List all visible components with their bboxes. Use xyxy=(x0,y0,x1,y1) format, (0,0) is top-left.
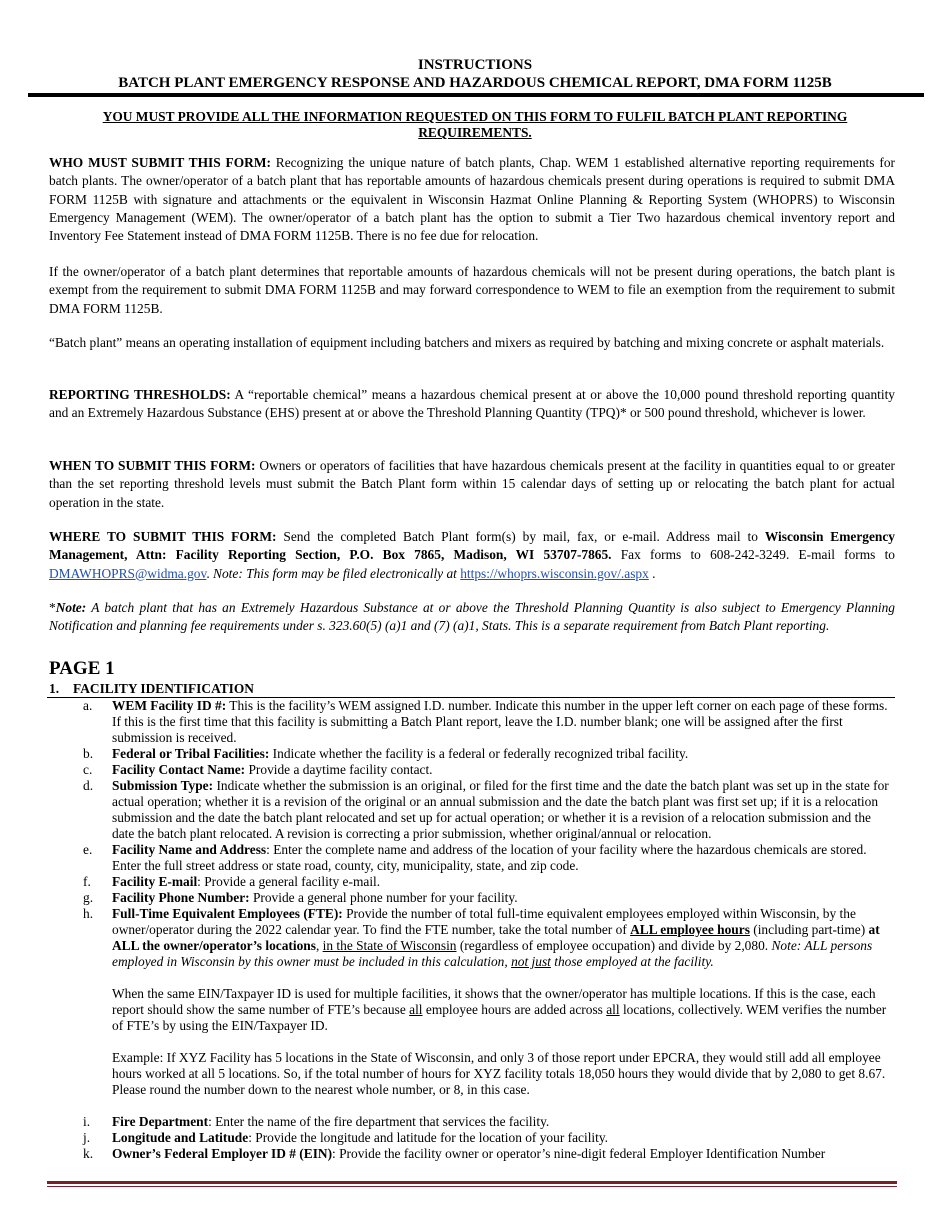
list-item xyxy=(49,842,895,874)
where-label: WHERE TO SUBMIT THIS FORM: xyxy=(49,529,277,544)
list-item xyxy=(49,762,895,778)
item-letter: f. xyxy=(83,874,91,889)
tpq-note-paragraph xyxy=(49,599,895,636)
list-item xyxy=(49,778,895,842)
item-letter: g. xyxy=(83,890,94,905)
item-letter: d. xyxy=(83,778,94,793)
item-text: Indicate whether the facility is a federal or federally recognized tribal facility. xyxy=(269,746,689,761)
item-text: : Provide the facility owner or operator’s nine-digit federal Employer Identification Number xyxy=(332,1146,826,1161)
email-link[interactable]: DMAWHOPRS@widma.gov xyxy=(49,565,207,581)
item-text: Provide a general phone number for your facility. xyxy=(249,890,518,905)
when-label: WHEN TO SUBMIT THIS FORM: xyxy=(49,458,256,473)
item-text: This is the facility’s WEM assigned I.D. number. Indicate this number in the upper left corner on each page of these forms. If this is the first time that this facility is submitting a Batch Plant report, leave the I.D. number blank; one will be assigned after the first submission is received. xyxy=(112,698,888,745)
batch-plant-definition: “Batch plant” means an operating installation of equipment including batchers and mixers as required by batching and mixing concrete or asphalt materials. xyxy=(49,335,885,350)
page-heading: PAGE 1 xyxy=(49,658,115,679)
item-letter: k. xyxy=(83,1146,94,1161)
fte-all-locations: at ALL the owner/operator’s locations xyxy=(112,922,880,953)
exemption-paragraph: If the owner/operator of a batch plant determines that reportable amounts of hazardous chemicals will not be present during operations, the batch plant is exempt from the requirement to submit DMA FORM 1125B and may forward correspondence to WEM to file an exemption from the requirement to submit DMA FORM 1125B. xyxy=(49,264,895,316)
item-label: Facility Phone Number: xyxy=(112,890,250,905)
fte-ein-paragraph xyxy=(49,986,895,1034)
list-item xyxy=(49,1130,895,1146)
fte-text-1: Provide the number of total full-time equivalent employees employed within Wisconsin, by the owner/operator during the 2022 calendar year. To find the FTE number, take the total number of xyxy=(112,906,856,937)
fte-note-1: Note: ALL persons employed in Wisconsin by this owner must be included in this calculation, xyxy=(112,938,873,969)
item-letter: e. xyxy=(83,842,93,857)
ein-text-3: locations, collectively. WEM verifies the number of FTE’s by using the EIN/Taxpayer ID. xyxy=(112,1002,887,1033)
requirement-notice: YOU MUST PROVIDE ALL THE INFORMATION REQUESTED ON THIS FORM TO FULFIL BATCH PLANT REPORTING REQUIREMENTS. xyxy=(102,109,848,140)
item-label: Federal or Tribal Facilities: xyxy=(112,746,270,761)
ein-all-2: all xyxy=(606,1002,620,1017)
ein-all-1: all xyxy=(409,1002,423,1017)
list-item xyxy=(49,746,895,762)
fte-all-hours: ALL employee hours xyxy=(630,922,750,937)
thresholds-text: A “reportable chemical” means a hazardous chemical present at or above the 10,000 pound threshold reporting quantity and an Extremely Hazardous Substance (EHS) present at or above the Threshold Planning Quantity (TPQ)* or 500 pound threshold, whichever is lower. xyxy=(49,387,895,421)
item-letter: j. xyxy=(83,1130,91,1145)
mailing-address: Wisconsin Emergency Management, Attn: Facility Reporting Section, P.O. Box 7865, Madison, WI 53707-7865. xyxy=(49,529,895,563)
fte-state: in the State of Wisconsin xyxy=(322,938,457,953)
where-text-4: . xyxy=(648,565,656,581)
thresholds-label: REPORTING THRESHOLDS: xyxy=(49,387,231,402)
list-item xyxy=(49,890,895,906)
item-text: Provide a daytime facility contact. xyxy=(245,762,433,777)
section-heading xyxy=(49,681,254,697)
item-label: WEM Facility ID #: xyxy=(112,698,227,713)
item-label: Submission Type: xyxy=(112,778,214,793)
fte-example-paragraph: Example: If XYZ Facility has 5 locations in the State of Wisconsin, and only 3 of those report under EPCRA, they would still add all employee hours worked at all 5 locations. So, if the total number of hours for XYZ facility totals 18,050 hours they would divide that by 2,080 to get 8.67. Please round the number down to the nearest whole number, or 8, in this case. xyxy=(112,1050,886,1097)
doc-title-line1: INSTRUCTIONS xyxy=(417,57,533,73)
note-asterisk: * xyxy=(49,600,56,615)
doc-title-line2: BATCH PLANT EMERGENCY RESPONSE AND HAZARDOUS CHEMICAL REPORT, DMA FORM 1125B xyxy=(118,75,832,91)
when-to-submit-paragraph xyxy=(49,457,895,512)
item-text: : Enter the complete name and address of the location of your facility where the hazardous chemicals are stored. Enter the full street address or state road, county, city, municipality, state, and zip code. xyxy=(112,842,867,873)
item-label: Facility Contact Name: xyxy=(112,762,246,777)
list-item xyxy=(49,874,895,890)
fte-text-2: (including part-time) xyxy=(749,922,869,937)
footer-rule-thin xyxy=(47,1186,897,1187)
whoprs-link[interactable]: https://whoprs.wisconsin.gov/.aspx xyxy=(460,565,649,581)
fte-note-not-just: not just xyxy=(511,954,551,969)
when-text: Owners or operators of facilities that have hazardous chemicals present at the facility in quantities equal to or greater than the set reporting threshold levels must submit the Batch Plant form within 15 calendar days of setting up or relocating the batch plant for actual operation in the state. xyxy=(49,458,895,510)
item-label: Longitude and Latitude xyxy=(112,1130,249,1145)
list-item xyxy=(49,1114,895,1130)
facility-id-list xyxy=(49,698,895,1162)
where-text-1: Send the completed Batch Plant form(s) by mail, fax, or e-mail. Address mail to xyxy=(276,529,765,544)
item-letter: a. xyxy=(83,698,93,713)
item-label: Facility E-mail xyxy=(112,874,198,889)
item-label: Facility Name and Address xyxy=(112,842,267,857)
ein-text-1: When the same EIN/Taxpayer ID is used for multiple facilities, it shows that the owner/operator has multiple locations. If this is the case, each report should show the same number of FTE’s because xyxy=(112,986,876,1017)
list-item xyxy=(49,1146,895,1162)
ein-text-2: employee hours are added across xyxy=(422,1002,607,1017)
reporting-thresholds-paragraph xyxy=(49,386,895,423)
where-text-3: . xyxy=(206,565,214,581)
item-letter: h. xyxy=(83,906,94,921)
note-label: Note: xyxy=(55,600,87,615)
list-item xyxy=(49,698,895,746)
item-text: : Provide the longitude and latitude for the location of your facility. xyxy=(248,1130,609,1145)
who-text: Recognizing the unique nature of batch plants, Chap. WEM 1 established alternative reporting requirements for batch plants. The owner/operator of a batch plant that has reportable amounts of hazardous chemicals present during operations is required to submit DMA FORM 1125B with signature and attachments or the equivalent in Wisconsin Hazmat Online Planning & Reporting System (WHOPRS) to Wisconsin Emergency Management (WEM). The owner/operator of a batch plant has the option to submit a Tier Two hazardous chemical inventory report and Inventory Fee Statement instead of DMA FORM 1125B. There is no fee due for relocation. xyxy=(49,155,895,244)
item-letter: b. xyxy=(83,746,94,761)
item-letter: c. xyxy=(83,762,93,777)
item-label: Full-Time Equivalent Employees (FTE): xyxy=(112,906,343,921)
where-to-submit-paragraph xyxy=(49,528,895,583)
electronic-filing-note: Note: This form may be filed electronically at xyxy=(213,565,461,581)
who-label: WHO MUST SUBMIT THIS FORM: xyxy=(49,155,271,170)
fte-text-3: , xyxy=(315,938,323,953)
fte-note-2: those employed at the facility. xyxy=(550,954,714,969)
item-label: Owner’s Federal Employer ID # (EIN) xyxy=(112,1146,333,1161)
list-item-fte xyxy=(49,906,895,970)
item-text: : Enter the name of the fire department that services the facility. xyxy=(208,1114,550,1129)
item-text: Indicate whether the submission is an original, or filed for the first time and the date the batch plant was set up in the state for actual operation; whether it is a revision of the original or an annual submission and the date the batch plant was first set up; if it is a relocation submission and the date the batch plant relocated and set up for actual operation; or whether it is a revision of a relocation submission and the date the batch plant relocated. A revision is correcting a prior submission, whether original/annual or relocation. xyxy=(112,778,889,841)
item-label: Fire Department xyxy=(112,1114,209,1129)
section-title: FACILITY IDENTIFICATION xyxy=(73,681,254,696)
title-divider xyxy=(28,93,924,97)
footer-rule-thick xyxy=(47,1181,897,1184)
section-number: 1. xyxy=(49,681,60,696)
item-text: : Provide a general facility e-mail. xyxy=(197,874,381,889)
note-text: A batch plant that has an Extremely Hazardous Substance at or above the Threshold Planning Quantity is also subject to Emergency Planning Notification and planning fee requirements under s. 323.60(5) (a)1 and (7) (a)1, Stats. This is a separate requirement from Batch Plant reporting. xyxy=(49,600,895,634)
who-must-submit-paragraph xyxy=(49,154,895,245)
where-text-2: Fax forms to 608-242-3249. E-mail forms to xyxy=(611,547,895,563)
fte-text-4: (regardless of employee occupation) and divide by 2,080. xyxy=(456,938,772,953)
item-letter: i. xyxy=(83,1114,91,1129)
